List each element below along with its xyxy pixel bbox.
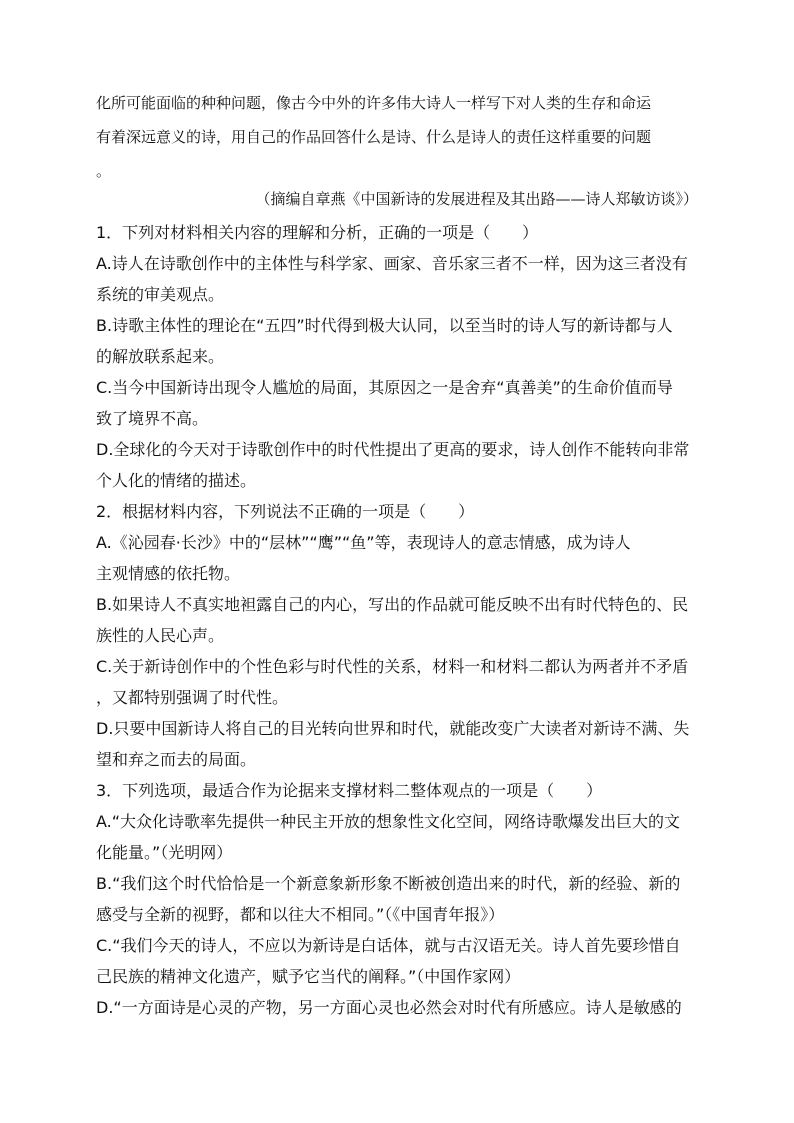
question-list <box>96 217 702 1023</box>
option-line: D.“一方面诗是心灵的产物，另一方面心灵也必然会对时代有所感应。诗人是敏感的 <box>96 998 682 1017</box>
option-line: ，又都特别强调了时代性。 <box>96 688 289 707</box>
option-line: 主观情感的依托物。 <box>96 564 241 583</box>
option-d <box>96 434 702 496</box>
option-line: 族性的人民心声。 <box>96 626 225 645</box>
question-2 <box>96 496 702 775</box>
option-a <box>96 527 702 589</box>
option-c <box>96 651 702 713</box>
option-b <box>96 589 702 651</box>
option-line: 的解放联系起来。 <box>96 347 225 366</box>
option-line: A.诗人在诗歌创作中的主体性与科学家、画家、音乐家三者不一样，因为这三者没有 <box>96 254 688 273</box>
question-title: 1．下列对材料相关内容的理解和分析，正确的一项是（ ） <box>96 223 539 242</box>
intro-line: 有着深远意义的诗，用自己的作品回答什么是诗、什么是诗人的责任这样重要的问题 <box>96 128 652 146</box>
option-line: C.关于新诗创作中的个性色彩与时代性的关系，材料一和材料二都认为两者并不矛盾 <box>96 657 689 676</box>
option-line: 系统的审美观点。 <box>96 285 225 304</box>
option-b <box>96 868 702 930</box>
intro-line: 化所可能面临的种种问题，像古今中外的许多伟大诗人一样写下对人类的生存和命运 <box>96 94 652 112</box>
question-3 <box>96 775 702 1023</box>
option-line: 感受与全新的视野，都和以往大不相同。”（《中国青年报》） <box>96 905 505 924</box>
option-c <box>96 372 702 434</box>
option-line: 望和弃之而去的局面。 <box>96 750 257 769</box>
option-d <box>96 713 702 775</box>
question-title: 3．下列选项，最适合作为论据来支撑材料二整体观点的一项是（ ） <box>96 781 603 800</box>
option-d <box>96 992 702 1023</box>
option-c <box>96 930 702 992</box>
option-line: 个人化的情绪的描述。 <box>96 471 257 490</box>
option-line: C.“我们今天的诗人，不应以为新诗是白话体，就与古汉语无关。诗人首先要珍惜自 <box>96 936 681 955</box>
intro-paragraph <box>96 86 702 188</box>
option-line: B.“我们这个时代恰恰是一个新意象新形象不断被创造出来的时代，新的经验、新的 <box>96 874 681 893</box>
option-line: A.《沁园春·长沙》中的“层林”“鹰”“鱼”等，表现诗人的意志情感，成为诗人 <box>96 533 631 552</box>
option-line: 化能量。”（光明网） <box>96 843 233 862</box>
option-line: 致了境界不高。 <box>96 409 209 428</box>
question-title: 2．根据材料内容，下列说法不正确的一项是（ ） <box>96 502 475 521</box>
question-1 <box>96 217 702 496</box>
source-citation: （摘编自章燕《中国新诗的发展进程及其出路——诗人郑敏访谈》） <box>255 190 698 208</box>
option-line: B.诗歌主体性的理论在“五四”时代得到极大认同，以至当时的诗人写的新诗都与人 <box>96 316 673 335</box>
option-a <box>96 806 702 868</box>
intro-line: 。 <box>96 162 112 180</box>
option-b <box>96 310 702 372</box>
option-a <box>96 248 702 310</box>
option-line: B.如果诗人不真实地袒露自己的内心，写出的作品就可能反映不出有时代特色的、民 <box>96 595 689 614</box>
option-line: A.“大众化诗歌率先提供一种民主开放的想象性文化空间，网络诗歌爆发出巨大的文 <box>96 812 681 831</box>
option-line: C.当今中国新诗出现令人尴尬的局面，其原因之一是舍弃“真善美”的生命价值而导 <box>96 378 673 397</box>
option-line: D.只要中国新诗人将自己的目光转向世界和时代，就能改变广大读者对新诗不满、失 <box>96 719 690 738</box>
option-line: 己民族的精神文化遗产，赋予它当代的阐释。”（中国作家网） <box>96 967 521 986</box>
option-line: D.全球化的今天对于诗歌创作中的时代性提出了更高的要求，诗人创作不能转向非常 <box>96 440 690 459</box>
